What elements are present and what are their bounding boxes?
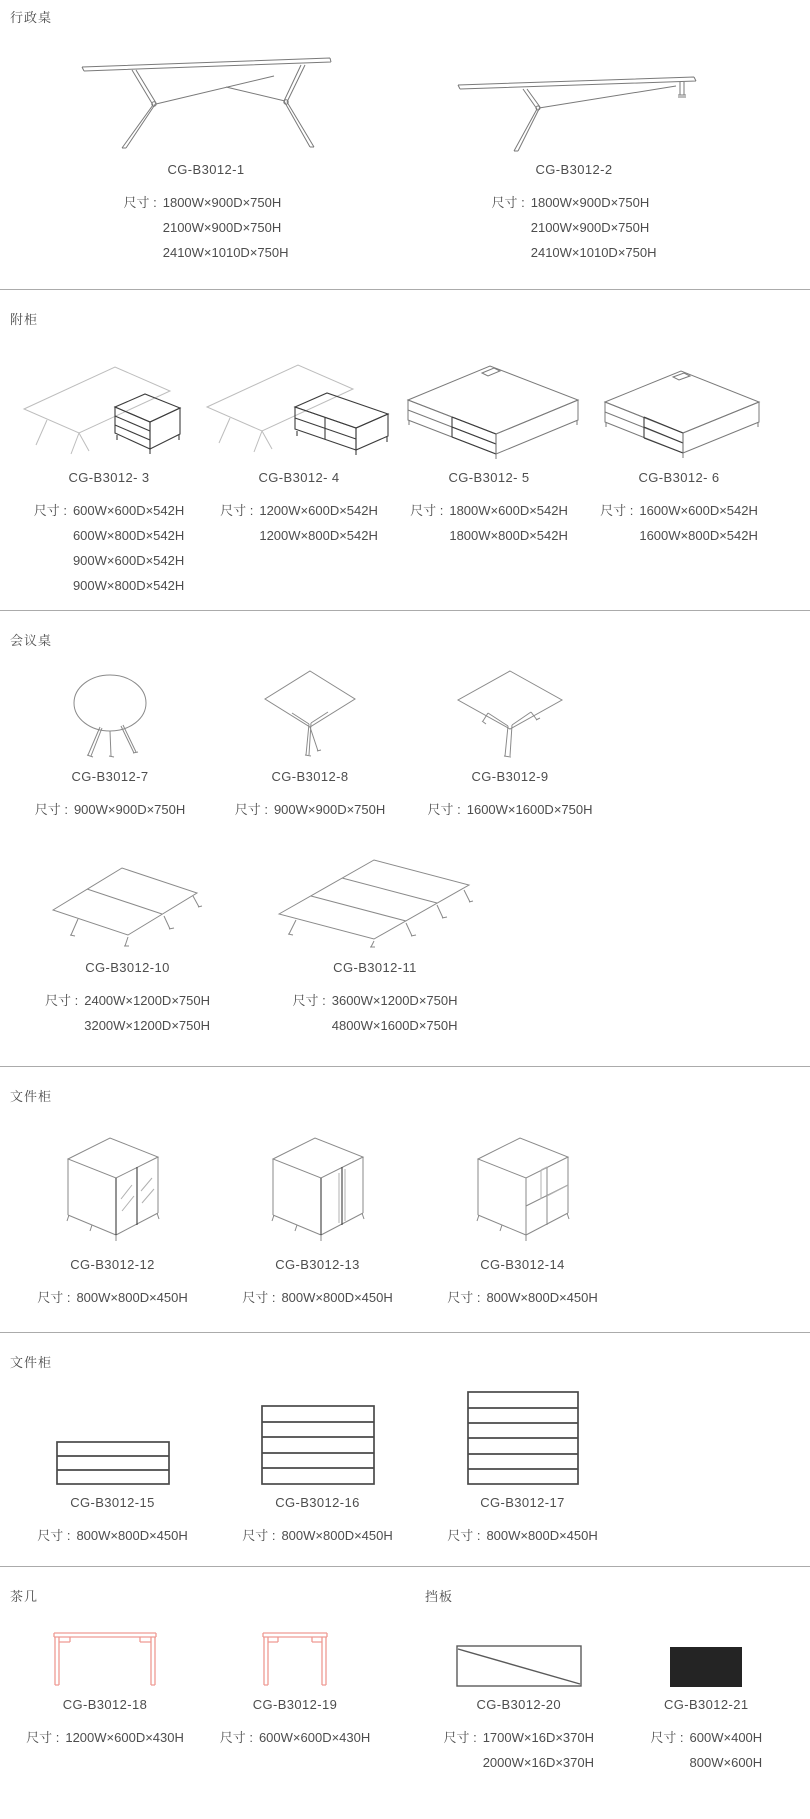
size-line: 900W×800D×542H: [72, 578, 185, 593]
product-figure: [394, 342, 584, 460]
size-prefix: 尺寸 :: [37, 1528, 71, 1543]
tea-table-wide-drawing: [53, 1629, 157, 1687]
product-figure: [215, 1121, 420, 1247]
size-list: [420, 1523, 625, 1548]
product-code: CG-B3012-20: [476, 1697, 562, 1712]
size-line: 2000W×16D×370H: [482, 1755, 595, 1770]
size-prefix: 尺寸 :: [34, 802, 68, 817]
product-row: [10, 1623, 405, 1750]
size-list: [215, 1285, 420, 1310]
size-line: 1600W×1600D×750H: [466, 802, 593, 817]
size-list: [215, 1523, 420, 1548]
product-card: [22, 42, 390, 265]
size-line: 2400W×1200D×750H: [84, 993, 210, 1008]
size-line: 800W×600H: [689, 1755, 763, 1770]
size-line: 800W×800D×450H: [281, 1528, 393, 1543]
product-figure: [10, 1623, 200, 1687]
product-figure: [10, 1387, 215, 1485]
size-prefix: 尺寸 :: [447, 1528, 481, 1543]
product-row: [425, 1623, 800, 1775]
section-tea-tables-and-panels: [0, 1567, 810, 1775]
size-prefix: 尺寸 :: [26, 1730, 60, 1745]
product-code: CG-B3012-8: [271, 769, 349, 784]
size-prefix: 尺寸 :: [220, 503, 254, 518]
product-code: CG-B3012-17: [480, 1495, 565, 1510]
product-card: [425, 1623, 613, 1775]
product-figure: [10, 1121, 215, 1247]
divider-panel-solid-drawing: [670, 1647, 742, 1687]
product-figure: [22, 42, 390, 152]
shelf-stack-3-drawing: [56, 1441, 170, 1485]
product-card: [10, 663, 210, 822]
product-card: [215, 1387, 420, 1548]
product-code: CG-B3012-11: [333, 960, 417, 975]
size-line: 1600W×600D×542H: [639, 503, 758, 518]
section-title: 行政桌: [10, 10, 53, 25]
product-code: CG-B3012-21: [663, 1697, 749, 1712]
size-line: 1800W×900D×750H: [530, 195, 650, 210]
product-card: [410, 663, 610, 822]
product-figure: [420, 1121, 625, 1247]
size-prefix: 尺寸 :: [491, 195, 525, 210]
size-prefix: 尺寸 :: [443, 1730, 477, 1745]
size-list: [394, 498, 584, 598]
section-title: 挡板: [425, 1589, 454, 1604]
size-list: [22, 190, 390, 265]
product-row: [10, 342, 800, 598]
product-figure: [420, 1387, 625, 1485]
size-line: 1600W×800D×542H: [639, 528, 758, 543]
size-line: 900W×900D×750H: [273, 802, 386, 817]
product-code: CG-B3012- 3: [68, 470, 150, 485]
product-card: [613, 1623, 801, 1775]
executive-desk-front-drawing: [76, 46, 336, 152]
product-card: [10, 850, 245, 1038]
product-card: [14, 342, 204, 598]
product-row: [10, 42, 800, 265]
size-list: [10, 1725, 200, 1750]
product-code: CG-B3012-16: [275, 1495, 360, 1510]
product-card: [10, 1121, 215, 1310]
size-prefix: 尺寸 :: [427, 802, 461, 817]
section-title: 文件柜: [10, 1089, 53, 1104]
product-row: [10, 1121, 800, 1310]
solid-door-cabinet-drawing: [263, 1129, 373, 1247]
size-prefix: 尺寸 :: [234, 802, 268, 817]
product-figure: [210, 663, 410, 759]
product-figure: [215, 1387, 420, 1485]
size-line: 600W×400H: [689, 1730, 763, 1745]
size-line: 1200W×600D×430H: [65, 1730, 184, 1745]
size-line: 1800W×900D×750H: [162, 195, 282, 210]
size-prefix: 尺寸 :: [123, 195, 157, 210]
size-line: 1700W×16D×370H: [482, 1730, 595, 1745]
size-line: 2410W×1010D×750H: [530, 245, 657, 260]
size-list: [584, 498, 774, 598]
product-code: CG-B3012-13: [275, 1257, 360, 1272]
size-line: 1200W×800D×542H: [259, 528, 378, 543]
size-line: 2410W×1010D×750H: [162, 245, 289, 260]
product-code: CG-B3012-2: [535, 162, 613, 177]
size-list: [10, 1523, 215, 1548]
size-line: 600W×600D×542H: [72, 503, 185, 518]
section-executive-desks: [0, 0, 810, 289]
product-card: [204, 342, 394, 598]
size-list: [10, 1285, 215, 1310]
size-list: [420, 1285, 625, 1310]
size-prefix: 尺寸 :: [650, 1730, 684, 1745]
product-card: [420, 1121, 625, 1310]
product-card: [200, 1623, 390, 1750]
size-list: [390, 190, 758, 265]
product-code: CG-B3012- 4: [258, 470, 340, 485]
product-code: CG-B3012- 6: [638, 470, 720, 485]
size-list: [210, 797, 410, 822]
product-card: [10, 1387, 215, 1548]
product-card: [394, 342, 584, 598]
size-prefix: 尺寸 :: [45, 993, 79, 1008]
product-code: CG-B3012-12: [70, 1257, 155, 1272]
size-prefix: 尺寸 :: [219, 1730, 253, 1745]
size-prefix: 尺寸 :: [33, 503, 67, 518]
product-code: CG-B3012-15: [70, 1495, 155, 1510]
size-list: [425, 1725, 613, 1775]
square-meeting-table-drawing: [262, 669, 358, 759]
product-row: [10, 663, 800, 822]
tea-table-narrow-drawing: [262, 1629, 328, 1687]
glass-door-cabinet-drawing: [58, 1129, 168, 1247]
size-line: 800W×800D×450H: [76, 1290, 188, 1305]
size-list: [410, 797, 610, 822]
size-list: [613, 1725, 801, 1775]
credenza-large-drawing: [394, 356, 584, 460]
size-list: [10, 797, 210, 822]
section-meeting-tables: [0, 611, 810, 1066]
size-prefix: 尺寸 :: [410, 503, 444, 518]
size-line: 800W×800D×450H: [281, 1290, 393, 1305]
open-shelf-cabinet-drawing: [468, 1129, 578, 1247]
product-row: [10, 850, 800, 1038]
product-card: [245, 850, 505, 1038]
product-figure: [613, 1623, 801, 1687]
size-line: 800W×800D×450H: [76, 1528, 188, 1543]
size-line: 4800W×1600D×750H: [331, 1018, 458, 1033]
size-line: 3600W×1200D×750H: [331, 993, 458, 1008]
divider-panel-outline-drawing: [456, 1645, 582, 1687]
product-card: [210, 663, 410, 822]
size-line: 800W×800D×450H: [486, 1528, 598, 1543]
size-list: [10, 988, 245, 1038]
product-figure: [410, 663, 610, 759]
executive-desk-side-drawing: [444, 52, 704, 152]
size-prefix: 尺寸 :: [600, 503, 634, 518]
size-prefix: 尺寸 :: [292, 993, 326, 1008]
size-list: [204, 498, 394, 598]
product-figure: [584, 342, 774, 460]
product-code: CG-B3012-1: [167, 162, 245, 177]
product-figure: [425, 1623, 613, 1687]
size-line: 2100W×900D×750H: [162, 220, 282, 235]
product-code: CG-B3012-18: [62, 1697, 148, 1712]
size-prefix: 尺寸 :: [37, 1290, 71, 1305]
section-side-cabinets: [0, 290, 810, 610]
product-card: [584, 342, 774, 598]
product-code: CG-B3012-9: [471, 769, 549, 784]
product-figure: [10, 663, 210, 759]
section-title: 附柜: [10, 312, 39, 327]
product-figure: [390, 42, 758, 152]
product-figure: [204, 342, 394, 460]
product-code: CG-B3012-19: [252, 1697, 338, 1712]
size-line: 3200W×1200D×750H: [84, 1018, 210, 1033]
product-figure: [200, 1623, 390, 1687]
size-line: 800W×800D×450H: [486, 1290, 598, 1305]
size-line: 1800W×600D×542H: [449, 503, 568, 518]
size-prefix: 尺寸 :: [242, 1290, 276, 1305]
desk-with-credenza-drawing: [204, 352, 394, 460]
product-code: CG-B3012- 5: [448, 470, 530, 485]
size-list: [14, 498, 204, 598]
round-meeting-table-drawing: [64, 671, 156, 759]
product-card: [420, 1387, 625, 1548]
product-code: CG-B3012-10: [85, 960, 170, 975]
credenza-medium-drawing: [593, 360, 765, 460]
size-list: [245, 988, 505, 1038]
product-figure: [10, 850, 245, 950]
large-square-meeting-table-drawing: [455, 669, 565, 759]
size-line: 600W×600D×430H: [258, 1730, 371, 1745]
shelf-stack-5-drawing: [261, 1405, 375, 1485]
conference-table-3-panel-drawing: [276, 852, 474, 950]
product-card: [215, 1121, 420, 1310]
section-title: 茶几: [10, 1589, 39, 1604]
size-line: 600W×800D×542H: [72, 528, 185, 543]
size-line: 2100W×900D×750H: [530, 220, 650, 235]
section-file-cabinets: [0, 1067, 810, 1332]
size-line: 900W×900D×750H: [73, 802, 186, 817]
size-line: 1800W×800D×542H: [449, 528, 568, 543]
size-line: 900W×600D×542H: [72, 553, 185, 568]
product-code: CG-B3012-14: [480, 1257, 565, 1272]
product-card: [390, 42, 758, 265]
desk-with-pedestal-drawing: [19, 352, 199, 460]
product-figure: [245, 850, 505, 950]
shelf-stack-6-drawing: [467, 1391, 579, 1485]
size-prefix: 尺寸 :: [447, 1290, 481, 1305]
size-line: 1200W×600D×542H: [259, 503, 378, 518]
product-code: CG-B3012-7: [71, 769, 149, 784]
section-title: 文件柜: [10, 1355, 53, 1370]
section-title: 会议桌: [10, 633, 53, 648]
size-prefix: 尺寸 :: [242, 1528, 276, 1543]
group-tea-tables: [10, 1567, 405, 1775]
section-file-shelves: [0, 1333, 810, 1566]
group-divider-panels: [405, 1567, 800, 1775]
product-card: [10, 1623, 200, 1750]
size-list: [200, 1725, 390, 1750]
conference-table-2-panel-drawing: [50, 858, 205, 950]
product-figure: [14, 342, 204, 460]
product-row: [10, 1387, 800, 1548]
